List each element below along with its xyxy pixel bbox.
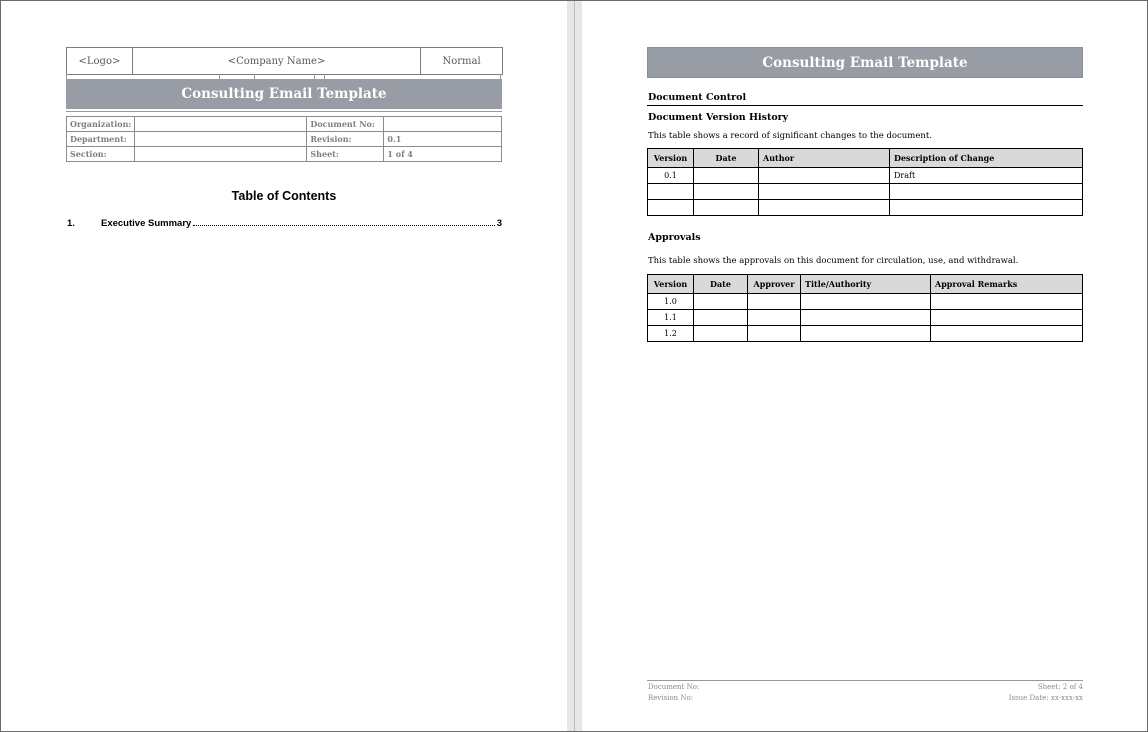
section-rule (647, 105, 1083, 106)
document-title: Consulting Email Template (647, 47, 1083, 78)
table-cell[interactable] (931, 326, 1083, 342)
approvals-description: This table shows the approvals on this document for circulation, use, and withdrawal. (648, 256, 1019, 266)
table-row (648, 168, 1083, 184)
footer-sheet: Sheet: 2 of 4 (1037, 683, 1083, 691)
department-value[interactable] (135, 132, 307, 147)
column-header: Approver (748, 275, 801, 294)
document-control-heading: Document Control (648, 92, 747, 103)
revision-label: Revision: (307, 132, 384, 147)
table-cell[interactable] (748, 326, 801, 342)
page-2 (582, 1, 1147, 731)
table-row (67, 147, 502, 162)
approvals-table (647, 274, 1083, 342)
table-cell[interactable]: 1.1 (648, 310, 694, 326)
table-row (648, 310, 1083, 326)
version-history-heading: Document Version History (648, 112, 789, 123)
table-cell[interactable] (759, 168, 890, 184)
toc-entry-label[interactable]: Executive Summary (101, 218, 192, 229)
table-cell[interactable] (759, 184, 890, 200)
column-header: Approval Remarks (931, 275, 1083, 294)
section-value[interactable] (135, 147, 307, 162)
table-row (67, 132, 502, 147)
section-label: Section: (67, 147, 135, 162)
footer-issue-date: Issue Date: xx-xxx-xx (1008, 694, 1083, 702)
document-title: Consulting Email Template (66, 79, 502, 109)
table-cell[interactable] (648, 184, 694, 200)
sheet-value[interactable]: 1 of 4 (384, 147, 502, 162)
column-header: Date (694, 275, 748, 294)
page-1 (1, 1, 567, 731)
revision-value[interactable]: 0.1 (384, 132, 502, 147)
table-cell[interactable] (694, 294, 748, 310)
table-cell[interactable] (694, 168, 759, 184)
footer-revision-no: Revision No: (648, 694, 694, 702)
toc-entry[interactable] (67, 217, 502, 229)
footer-document-no: Document No: (648, 683, 700, 691)
table-cell[interactable] (648, 200, 694, 216)
table-row (648, 326, 1083, 342)
column-header: Title/Authority (801, 275, 931, 294)
toc-title: Table of Contents (231, 189, 337, 203)
table-row (67, 117, 502, 132)
table-row (648, 200, 1083, 216)
column-header: Description of Change (890, 149, 1083, 168)
table-row (648, 294, 1083, 310)
version-history-table (647, 148, 1083, 216)
status-label: Normal (442, 55, 481, 67)
table-cell[interactable] (801, 294, 931, 310)
table-header-row (648, 275, 1083, 294)
table-cell[interactable]: Draft (890, 168, 1083, 184)
organization-label: Organization: (67, 117, 135, 132)
table-cell[interactable] (694, 310, 748, 326)
version-history-description: This table shows a record of significant changes to the document. (648, 131, 932, 141)
header-table (66, 47, 503, 75)
table-cell[interactable]: 0.1 (648, 168, 694, 184)
toc-entry-page: 3 (496, 218, 502, 229)
page-gutter (567, 1, 582, 731)
table-header-row (648, 149, 1083, 168)
table-cell[interactable] (890, 184, 1083, 200)
table-cell[interactable] (931, 294, 1083, 310)
footer-rule (647, 680, 1083, 681)
table-cell[interactable]: 1.0 (648, 294, 694, 310)
column-header: Version (648, 149, 694, 168)
table-cell[interactable] (801, 310, 931, 326)
document-info-table (66, 116, 502, 162)
approvals-heading: Approvals (648, 232, 701, 243)
table-row (648, 184, 1083, 200)
table-cell[interactable] (801, 326, 931, 342)
document-no-value[interactable] (384, 117, 502, 132)
table-cell[interactable] (759, 200, 890, 216)
table-cell[interactable]: 1.2 (648, 326, 694, 342)
table-cell[interactable] (890, 200, 1083, 216)
logo-placeholder: <Logo> (67, 48, 133, 74)
column-header: Version (648, 275, 694, 294)
sheet-label: Sheet: (307, 147, 384, 162)
table-cell[interactable] (694, 200, 759, 216)
column-header: Date (694, 149, 759, 168)
table-cell[interactable] (694, 184, 759, 200)
column-header: Author (759, 149, 890, 168)
document-no-label: Document No: (307, 117, 384, 132)
table-cell[interactable] (748, 310, 801, 326)
table-cell[interactable] (931, 310, 1083, 326)
table-cell[interactable] (694, 326, 748, 342)
table-cell[interactable] (748, 294, 801, 310)
title-divider (66, 111, 502, 112)
toc-entry-number: 1. (67, 218, 75, 229)
toc-leader-dots (193, 224, 494, 226)
organization-value[interactable] (135, 117, 307, 132)
company-name: <Company Name> (133, 48, 421, 74)
department-label: Department: (67, 132, 135, 147)
